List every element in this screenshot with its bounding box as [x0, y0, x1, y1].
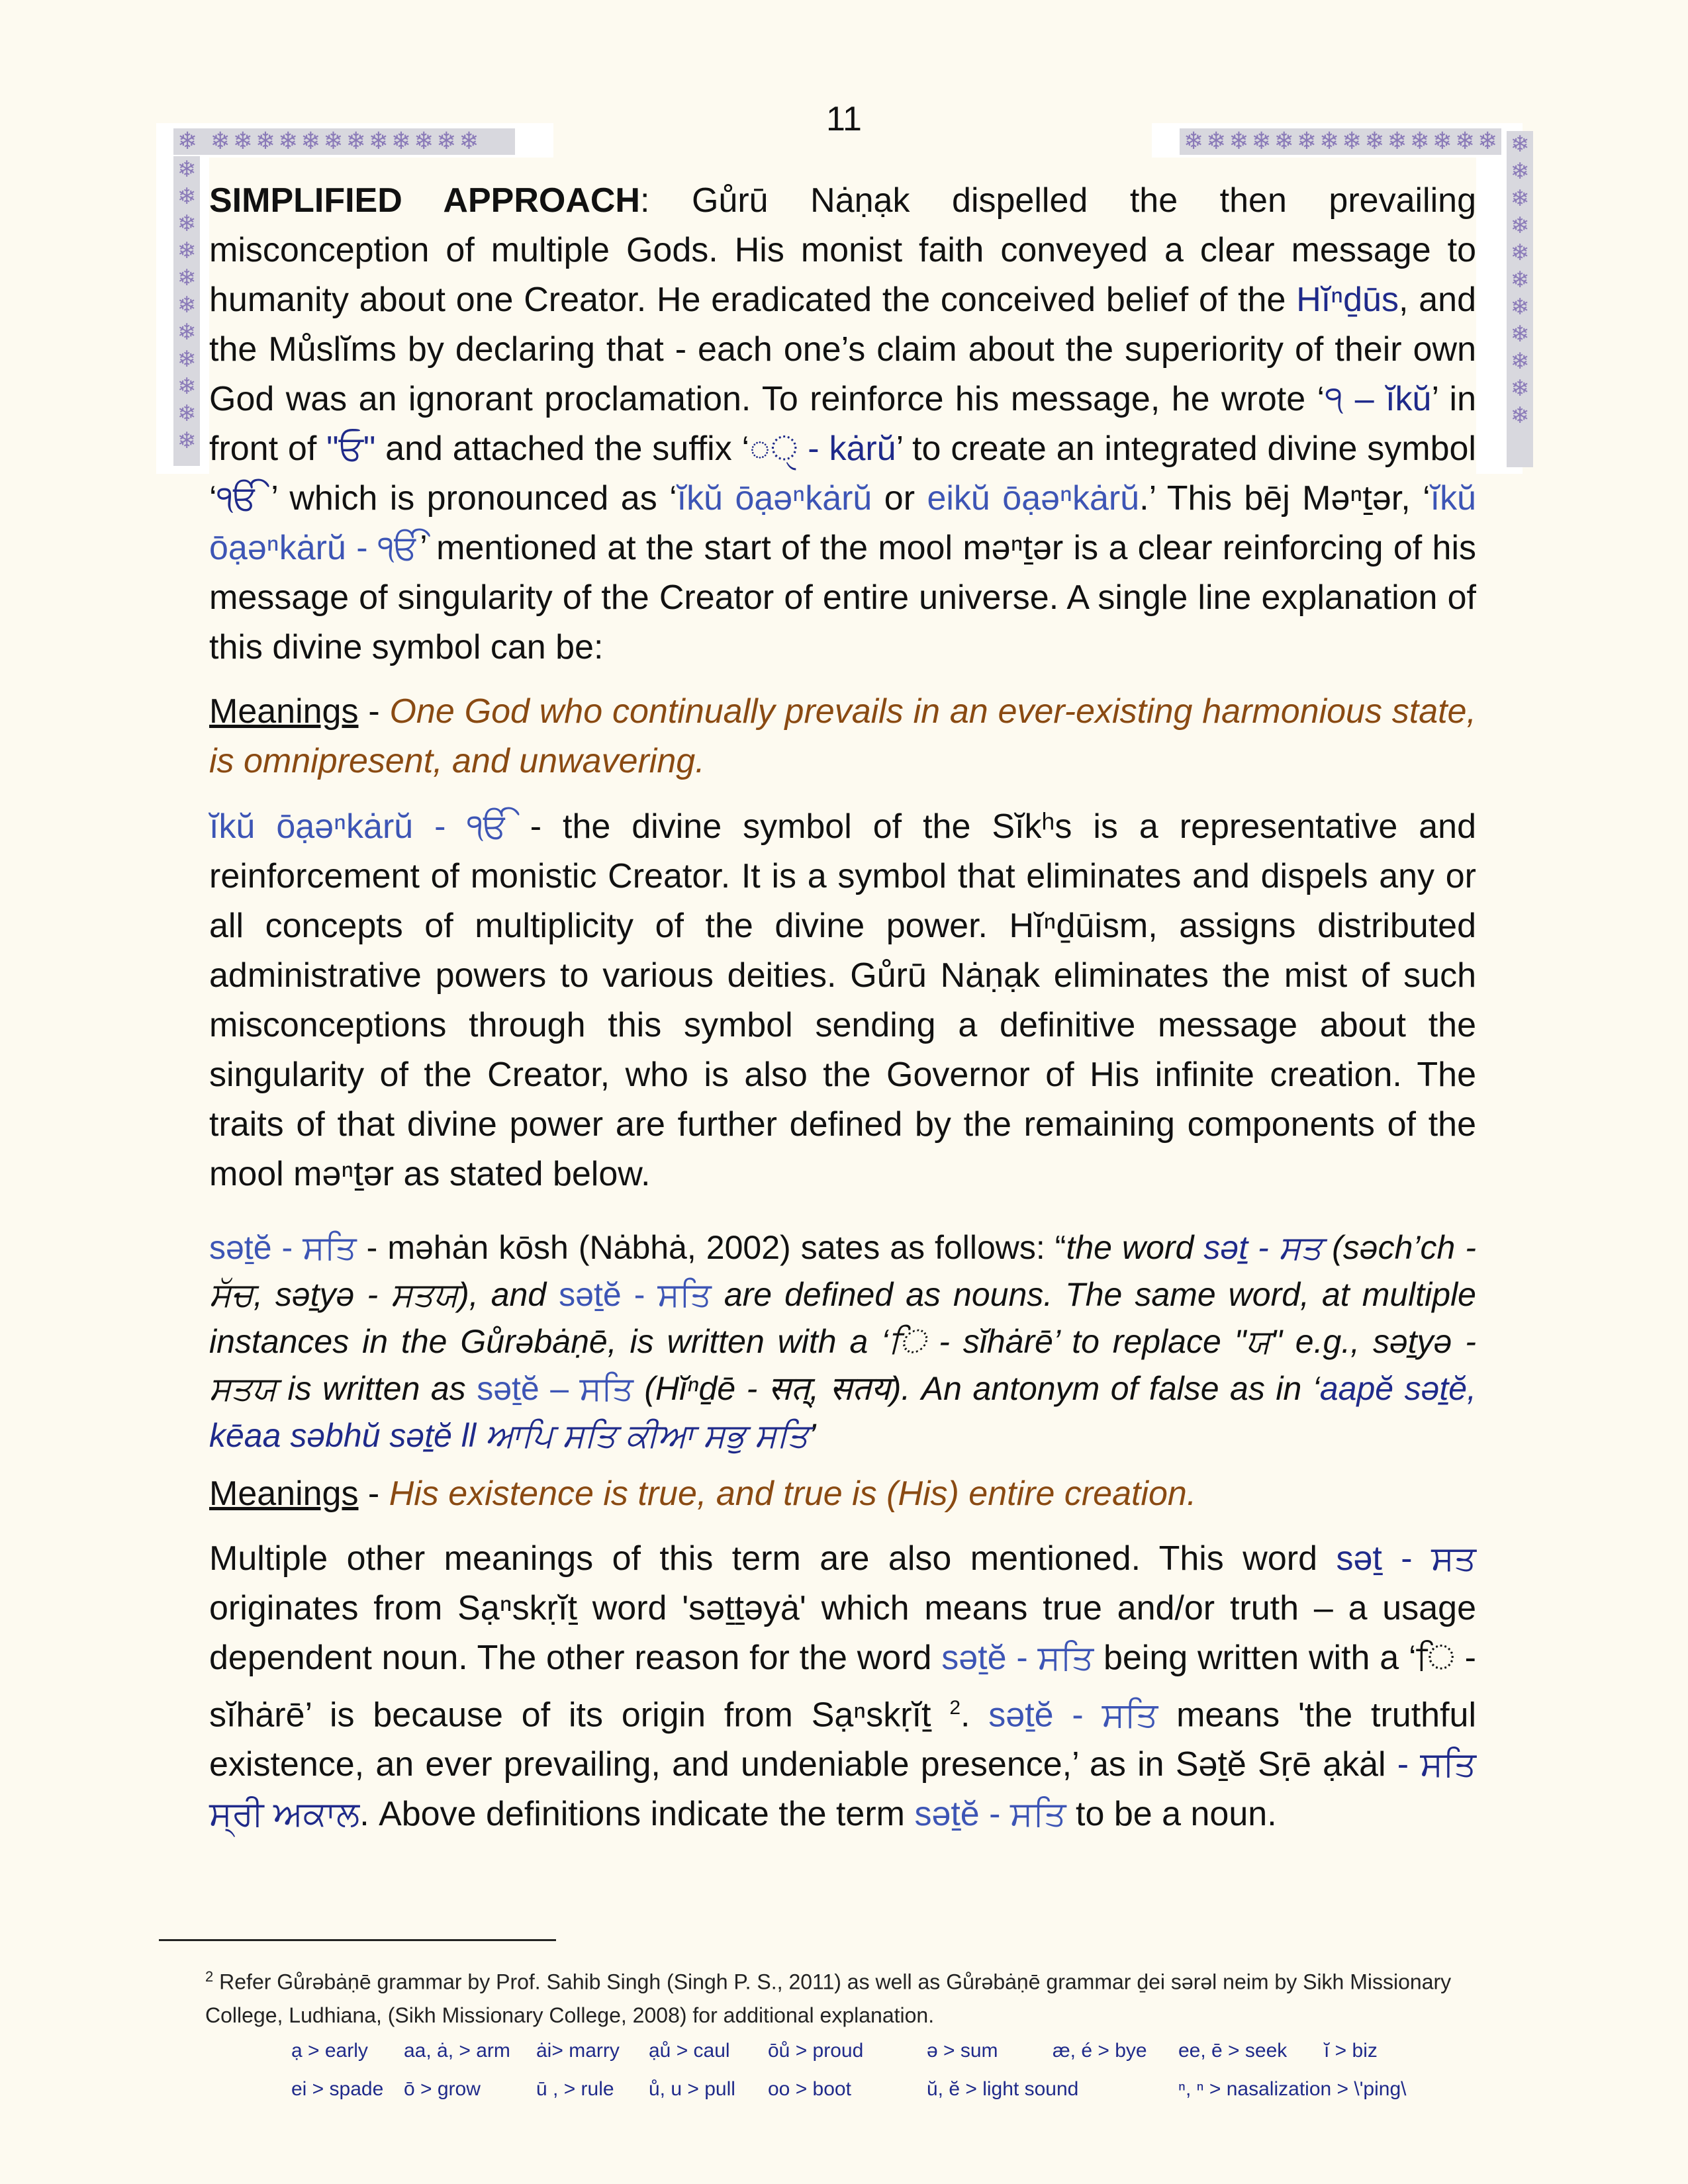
separator: -: [358, 692, 390, 731]
legend-item: ō > grow: [404, 2078, 481, 2100]
text-run: - the divine symbol of the Sĭkʰs is a representative and reinforcement of monistic Creator. It is a symbol that eliminates and dispels any or all concepts of multiplicity of the divine power. Hĭⁿḏūism, assigns distributed administrative powers to various deities. Gůrū Nȧṇạk eliminates the mist of such misconceptions through this symbol sending a definitive message about the singularity of the Creator, who is also the Governor of His infinite creation. The traits of that divine power are further defined by the remaining components of the mool məⁿṯər as stated below.: [209, 807, 1476, 1193]
text-run: originates from Sạⁿskṛĭṯ word 'səṯṯəyȧ' which means true and/or truth – a usage dependent noun. The other reason for the word: [209, 1589, 1476, 1677]
text-run: ’ which is pronounced as ‘: [258, 479, 677, 518]
legend-item: ȧi> marry: [536, 2040, 620, 2062]
border-top-left-stars: ❄ ❄❄❄❄❄❄❄❄❄❄❄❄: [173, 128, 515, 155]
meanings-block-1: [209, 687, 1476, 786]
paragraph-simplified-approach: [209, 176, 1476, 672]
pronunciation-legend: [291, 2032, 1483, 2109]
text-run: . Above definitions indicate the term: [359, 1795, 915, 1834]
legend-row-1: [291, 2032, 1483, 2070]
text-run: .’ This bēj Məⁿṯər, ‘: [1139, 479, 1430, 518]
term-oora: "ਓ": [326, 430, 376, 468]
border-top-right-stars: ❄❄❄❄❄❄❄❄❄❄❄❄❄❄: [1180, 128, 1501, 155]
legend-item: ạ > early: [291, 2040, 368, 2062]
legend-item: ei > spade: [291, 2078, 384, 2100]
meanings-label: Meanings: [209, 1475, 359, 1513]
footnote-number: 2: [205, 1968, 214, 1985]
term-sate: səṯĕ - ਸਤਿ: [559, 1276, 712, 1313]
term-sate: səṯĕ – ਸਤਿ: [477, 1370, 633, 1407]
paragraph-divine-symbol: [209, 802, 1476, 1199]
quote-run: (səch’ch - ਸੱਚ, səṯyə - ਸਤਯ), and: [209, 1229, 1476, 1313]
term-sat-sri-akal: - ਸਤਿ ਸ੍ਰੀ ਅਕਾਲ: [209, 1745, 1476, 1834]
meanings-text: One God who continually prevails in an ever-existing harmonious state, is omnipresent, and unwavering.: [209, 692, 1476, 780]
scripture-quote: aapĕ səṯĕ, kēaa səbhŭ səṯĕ ll ਆਪਿ ਸਤਿ ਕੀਆ ਸਭੁ ਸਤਿ: [209, 1370, 1477, 1454]
term-ik: ੧ – ĭkŭ: [1325, 380, 1432, 418]
text-run: .: [961, 1696, 989, 1735]
meanings-text: His existence is true, and true is (His) entire creation.: [389, 1475, 1197, 1513]
term-ik-onkar: ĭkŭ ōạəⁿkȧrŭ - ੴ: [209, 807, 509, 846]
paragraph-sate-definition: [209, 1224, 1476, 1459]
term-ik-onkar-symbol: ੴ: [216, 479, 259, 518]
legend-item: ạů > caul: [649, 2040, 730, 2062]
text-run: : Gůrū Nȧṇạk dispelled the then prevailing misconception of multiple Gods. His monist faith conveyed a clear message to humanity about one Creator. He eradicated the conceived belief of the: [209, 181, 1477, 319]
legend-item: oo > boot: [768, 2078, 851, 2100]
separator: -: [358, 1475, 389, 1513]
term-sate: səṯĕ - ਸਤਿ: [941, 1639, 1094, 1677]
legend-item: ů, u > pull: [649, 2078, 735, 2100]
meanings-block-2: [209, 1469, 1476, 1519]
term-sate: səṯĕ - ਸਤਿ: [209, 1229, 357, 1266]
border-left-stars: ❄❄❄❄❄❄❄❄❄❄❄: [173, 156, 200, 466]
text-run: - məhȧn kōsh (Nȧbhȧ, 2002) sates as follows: “: [356, 1229, 1066, 1266]
section-heading: SIMPLIFIED APPROACH: [209, 181, 640, 220]
text-run: ’ mentioned at the start of the mool məⁿṯər is a clear reinforcing of his message of singularity of the Creator of entire universe. A single line explanation of this divine symbol can be:: [209, 529, 1476, 666]
meanings-label: Meanings: [209, 692, 359, 731]
footnote-text: Refer Gůrəbȧṇē grammar by Prof. Sahib Singh (Singh P. S., 2011) as well as Gůrəbȧṇē grammar ḏei sərəl neim by Sikh Missionary College, Ludhiana, (Sikh Missionary College, 2008) for additional explanation.: [205, 1970, 1452, 2027]
term-sat: səṯ - ਸਤ: [1336, 1539, 1477, 1578]
legend-item: æ, é > bye: [1053, 2040, 1147, 2062]
text-run: ’ in front of: [209, 380, 1476, 468]
text-run: ’ to create an integrated divine symbol ‘: [209, 430, 1476, 518]
legend-row-2: [291, 2070, 1483, 2109]
legend-item: ōů > proud: [768, 2040, 864, 2062]
text-run: Multiple other meanings of this term are also mentioned. This word: [209, 1539, 1336, 1578]
legend-item: aa, ȧ, > arm: [404, 2040, 510, 2062]
footnote-divider: [159, 1939, 556, 1941]
border-right-stars: ❄❄❄❄❄❄❄❄❄❄❄: [1507, 131, 1533, 467]
text-run: being written with a ‘ਿ - sĭhȧrē’ is because of its origin from Sạⁿskṛĭṯ: [209, 1639, 1477, 1735]
page-number: 11: [826, 100, 862, 138]
term-sate: səṯĕ - ਸਤਿ: [988, 1696, 1158, 1735]
legend-item: ū , > rule: [536, 2078, 614, 2100]
legend-item: ⁿ, ⁿ > nasalization > \'ping\: [1178, 2078, 1407, 2100]
term-hindus: Hĭⁿḏūs: [1296, 281, 1399, 319]
term-sate: səṯĕ - ਸਤਿ: [914, 1795, 1066, 1834]
paragraph-sat-origin: [209, 1534, 1476, 1839]
quote-run: the word: [1066, 1229, 1204, 1266]
quote-run: (Hĭⁿḏē - सत्, सतय). An antonym of false as in ‘: [633, 1370, 1320, 1407]
legend-item: ĭ > biz: [1324, 2040, 1378, 2062]
footnote-reference[interactable]: 2: [949, 1697, 961, 1719]
legend-item: ee, ē > seek: [1178, 2040, 1288, 2062]
text-run: and attached the suffix ‘: [375, 430, 750, 468]
quote-run: ’: [808, 1417, 816, 1454]
quote-run: are defined as nouns. The same word, at multiple instances in the Gůrəbȧṇē, is written with a ‘ਿ - sĭhȧrē’ to replace "ਯ" e.g., səṯyə - ਸਤਯ is written as: [209, 1276, 1476, 1407]
footnote: [205, 1960, 1476, 2032]
term-suffix: ◌ੑ - kȧrŭ: [749, 430, 896, 468]
legend-item: ŭ, ĕ > light sound: [927, 2078, 1079, 2100]
legend-item: ə > sum: [927, 2040, 998, 2062]
term-pronunciation-1: ĭkŭ ōạəⁿkȧrŭ: [677, 479, 872, 518]
term-pronunciation-3: ĭkŭ ōạəⁿkȧrŭ - ੴ: [209, 479, 1476, 567]
text-run: or: [872, 479, 927, 518]
text-run: , and the Můslĭms by declaring that - each one’s claim about the superiority of their own God was an ignorant proclamation. To reinforce his message, he wrote ‘: [209, 281, 1476, 418]
term-pronunciation-2: eikŭ ōạəⁿkȧrŭ: [927, 479, 1140, 518]
term-sat: səṯ - ਸਤ: [1203, 1229, 1323, 1266]
text-run: means 'the truthful existence, an ever prevailing, and undeniable presence,’ as in Səṯĕ Sṛē ạkȧl: [209, 1696, 1476, 1784]
text-run: to be a noun.: [1066, 1795, 1277, 1834]
